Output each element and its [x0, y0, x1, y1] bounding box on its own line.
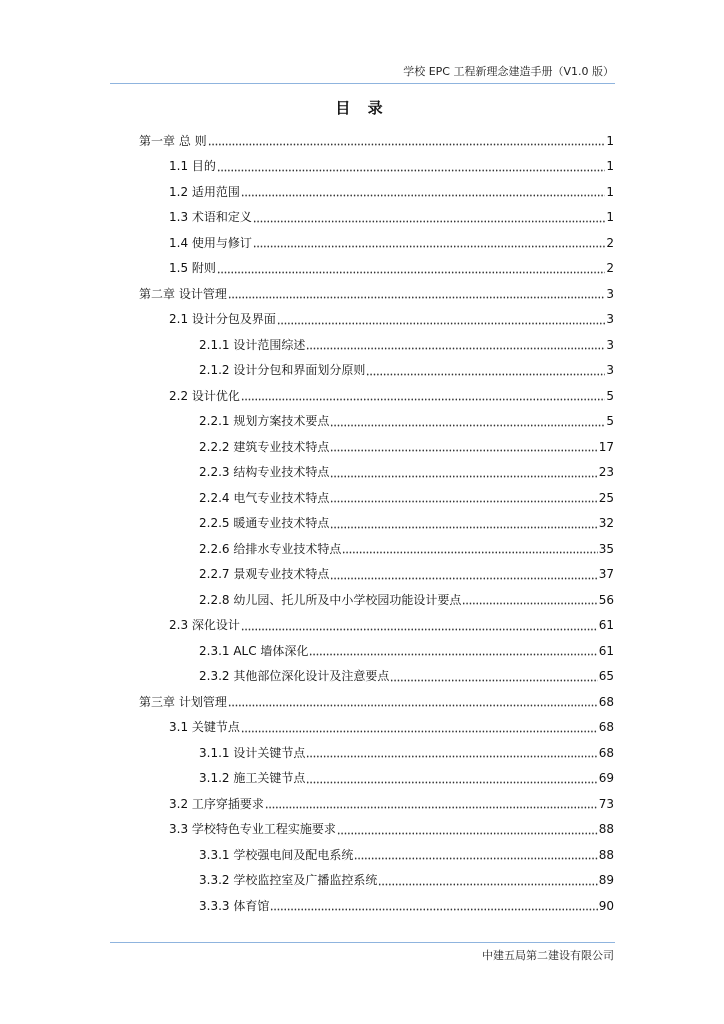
toc-entry-page-number: 68	[598, 694, 614, 709]
toc-entry-label: 3.3.2 学校监控室及广播监控系统	[199, 873, 378, 887]
toc-entry-page-number: 2	[606, 261, 614, 275]
toc-entry-label: 2.1 设计分包及界面	[169, 312, 276, 326]
toc-dot-leader	[330, 500, 597, 503]
toc-entry[interactable]	[199, 485, 614, 510]
toc-entry-label: 第二章 设计管理	[139, 286, 227, 301]
toc-entry-label: 第一章 总 则	[139, 133, 207, 148]
toc-entry[interactable]	[199, 587, 614, 612]
toc-entry-label: 1.1 目的	[169, 159, 216, 173]
toc-entry[interactable]	[199, 893, 614, 918]
toc-dot-leader	[265, 806, 598, 809]
toc-entry[interactable]	[169, 256, 614, 281]
toc-dot-leader	[241, 194, 605, 197]
toc-entry-label: 3.1 关键节点	[169, 720, 240, 734]
toc-entry-page-number: 1	[606, 184, 614, 199]
toc-entry[interactable]	[139, 128, 614, 153]
toc-dot-leader	[366, 373, 605, 376]
toc-entry-label: 2.2 设计优化	[169, 388, 240, 403]
toc-entry-page-number: 89	[598, 873, 614, 887]
toc-dot-leader	[330, 449, 597, 452]
toc-entry[interactable]	[199, 842, 614, 867]
toc-entry-label: 1.4 使用与修订	[169, 235, 252, 250]
page-header: 学校 EPC 工程新理念建造手册（V1.0 版）	[403, 65, 614, 78]
toc-entry-label: 2.2.1 规划方案技术要点	[199, 414, 330, 428]
toc-entry-label: 2.2.6 给排水专业技术特点	[199, 541, 342, 556]
toc-entry[interactable]	[199, 766, 614, 791]
toc-entry-page-number: 1	[606, 210, 614, 224]
toc-dot-leader	[277, 322, 605, 325]
toc-entry-label: 2.3.2 其他部位深化设计及注意要点	[199, 669, 390, 683]
toc-entry-page-number: 88	[598, 822, 614, 836]
toc-entry-page-number: 23	[598, 465, 614, 479]
toc-entry[interactable]	[139, 281, 614, 306]
toc-dot-leader	[309, 653, 597, 656]
toc-entry[interactable]	[199, 358, 614, 383]
toc-entry-label: 3.3.1 学校强电间及配电系统	[199, 847, 354, 862]
toc-entry[interactable]	[169, 817, 614, 842]
toc-entry-page-number: 61	[598, 643, 614, 658]
toc-entry[interactable]	[169, 791, 614, 816]
toc-entry-page-number: 3	[606, 286, 614, 301]
toc-entry-page-number: 56	[598, 592, 614, 607]
toc-entry-label: 3.3 学校特色专业工程实施要求	[169, 822, 336, 836]
toc-entry-page-number: 2	[606, 235, 614, 250]
toc-entry-page-number: 73	[598, 796, 614, 811]
toc-entry[interactable]	[169, 154, 614, 179]
toc-entry-page-number: 69	[598, 771, 614, 785]
toc-entry[interactable]	[199, 562, 614, 587]
toc-entry[interactable]	[199, 332, 614, 357]
toc-entry-label: 2.3.1 ALC 墙体深化	[199, 643, 309, 658]
toc-dot-leader	[342, 551, 597, 554]
toc-entry-page-number: 3	[606, 363, 614, 377]
toc-entry-label: 2.2.4 电气专业技术特点	[199, 490, 330, 505]
toc-dot-leader	[337, 832, 598, 835]
toc-entry-page-number: 5	[606, 388, 614, 403]
toc-dot-leader	[241, 628, 598, 631]
toc-entry-label: 3.1.2 施工关键节点	[199, 771, 306, 785]
toc-dot-leader	[253, 245, 605, 248]
toc-dot-leader	[330, 424, 605, 427]
toc-entry-page-number: 17	[598, 439, 614, 454]
toc-dot-leader	[378, 883, 597, 886]
toc-dot-leader	[241, 398, 605, 401]
toc-entry-page-number: 68	[598, 720, 614, 734]
toc-entry[interactable]	[169, 383, 614, 408]
toc-entry-label: 3.2 工序穿插要求	[169, 796, 264, 811]
toc-entry[interactable]	[169, 613, 614, 638]
toc-entry-page-number: 37	[598, 567, 614, 581]
toc-entry-page-number: 25	[598, 490, 614, 505]
toc-entry-label: 1.3 术语和定义	[169, 210, 252, 224]
toc-entry-label: 2.3 深化设计	[169, 618, 240, 632]
toc-entry-label: 2.1.1 设计范围综述	[199, 337, 306, 352]
toc-entry-page-number: 3	[606, 337, 614, 352]
toc-entry-label: 第三章 计划管理	[139, 694, 227, 709]
toc-entry-label: 1.5 附则	[169, 261, 216, 275]
toc-entry-page-number: 88	[598, 847, 614, 862]
toc-entry-label: 2.1.2 设计分包和界面划分原则	[199, 363, 366, 377]
toc-entry[interactable]	[169, 179, 614, 204]
toc-entry-label: 2.2.7 景观专业技术特点	[199, 567, 330, 581]
toc-entry[interactable]	[139, 689, 614, 714]
toc-dot-leader	[330, 577, 597, 580]
toc-entry-page-number: 5	[606, 414, 614, 428]
page-footer: 中建五局第二建设有限公司	[482, 949, 614, 962]
toc-dot-leader	[253, 220, 605, 223]
toc-dot-leader	[462, 602, 597, 605]
toc-dot-leader	[330, 526, 597, 529]
toc-dot-leader	[354, 857, 597, 860]
toc-entry[interactable]	[199, 511, 614, 536]
toc-entry-label: 2.2.3 结构专业技术特点	[199, 465, 330, 479]
toc-dot-leader	[330, 475, 597, 478]
toc-entry[interactable]	[199, 740, 614, 765]
toc-dot-leader	[306, 781, 597, 784]
toc-title: 目 录	[335, 99, 389, 117]
toc-entry-label: 2.2.5 暖通专业技术特点	[199, 516, 330, 530]
toc-dot-leader	[208, 143, 606, 146]
toc-entry-page-number: 90	[598, 898, 614, 913]
footer-divider	[110, 942, 615, 943]
toc-entry[interactable]	[199, 638, 614, 663]
toc-entry-label: 3.1.1 设计关键节点	[199, 745, 306, 760]
toc-dot-leader	[241, 730, 598, 733]
toc-entry[interactable]	[169, 307, 614, 332]
toc-entry[interactable]	[169, 230, 614, 255]
toc-entry[interactable]	[199, 536, 614, 561]
header-divider	[110, 83, 615, 84]
toc-dot-leader	[228, 704, 598, 707]
toc-entry-page-number: 3	[606, 312, 614, 326]
toc-entry[interactable]	[199, 409, 614, 434]
toc-entry[interactable]	[169, 715, 614, 740]
toc-entry-label: 2.2.8 幼儿园、托儿所及中小学校园功能设计要点	[199, 592, 462, 607]
toc-entry-page-number: 68	[598, 745, 614, 760]
toc-entry[interactable]	[199, 460, 614, 485]
toc-dot-leader	[228, 296, 606, 299]
toc-entry-page-number: 35	[598, 541, 614, 556]
toc-entry[interactable]	[199, 434, 614, 459]
toc-entry-label: 3.3.3 体育馆	[199, 898, 270, 913]
toc-entry[interactable]	[199, 664, 614, 689]
toc-dot-leader	[306, 755, 597, 758]
toc-dot-leader	[390, 679, 597, 682]
toc-dot-leader	[270, 908, 597, 911]
toc-entry-page-number: 65	[598, 669, 614, 683]
toc-entry-page-number: 32	[598, 516, 614, 530]
toc-entry[interactable]	[169, 205, 614, 230]
toc-entry-label: 1.2 适用范围	[169, 184, 240, 199]
toc-dot-leader	[217, 169, 605, 172]
toc-entry[interactable]	[199, 868, 614, 893]
toc-dot-leader	[217, 271, 605, 274]
toc-entry-label: 2.2.2 建筑专业技术特点	[199, 439, 330, 454]
toc-entry-page-number: 1	[606, 159, 614, 173]
toc-entry-page-number: 1	[606, 133, 614, 148]
toc-entry-page-number: 61	[598, 618, 614, 632]
toc-dot-leader	[306, 347, 605, 350]
